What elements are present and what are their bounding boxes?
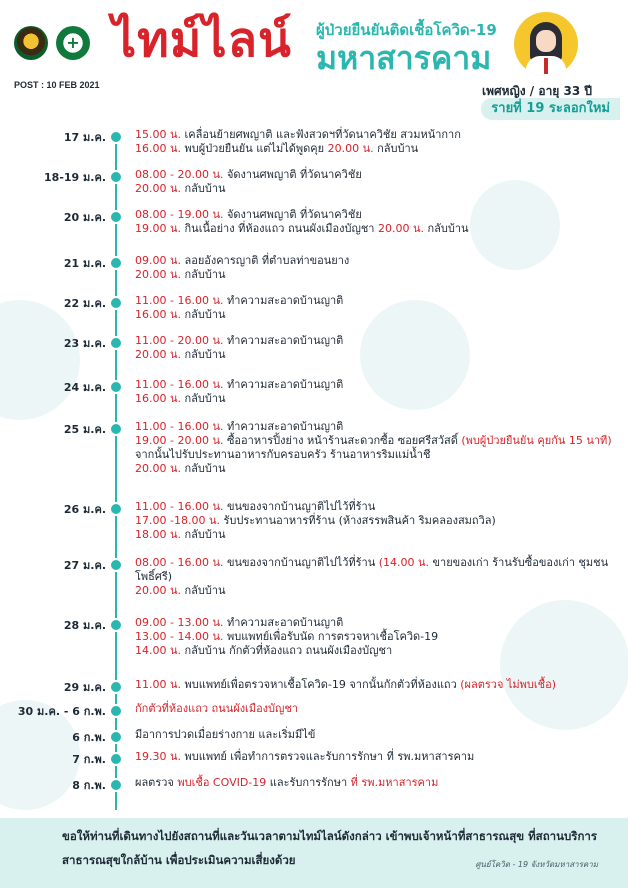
entry-text: จากนั้นไปรับประทานอาหารกับครอบครัว ร้านอาหารริมแม่น้ำชี — [135, 448, 431, 461]
entry-lines — [135, 750, 623, 764]
entry-line — [135, 584, 623, 598]
entry-line — [135, 208, 623, 222]
entry-text: กลับบ้าน — [181, 308, 226, 321]
province-name: มหาสารคาม — [316, 39, 492, 77]
patient-avatar — [514, 12, 578, 76]
timeline-dot — [109, 704, 123, 718]
provincial-seal-logo — [14, 26, 48, 60]
entry-text: ทำความสะอาดบ้านญาติ — [223, 420, 344, 433]
entry-date: 21 ม.ค. — [63, 257, 106, 270]
entry-lines — [135, 254, 623, 282]
entry-lines — [135, 776, 623, 790]
entry-lines — [135, 500, 623, 542]
entry-highlight: ที่ รพ.มหาสารคาม — [350, 776, 439, 789]
entry-text: มีอาการปวดเมื่อยร่างกาย และเริ่มมีไข้ — [135, 728, 316, 741]
entry-text: กลับบ้าน — [181, 584, 226, 597]
entry-line — [135, 528, 623, 542]
header — [0, 0, 628, 96]
entry-highlight: (14.00 น. — [378, 556, 430, 569]
entry-text: ขนของจากบ้านญาติไปไว้ที่ร้าน — [223, 556, 379, 569]
entry-line — [135, 644, 623, 658]
source-credit: ศูนย์โควิด - 19 จังหวัดมหาสารคาม — [475, 860, 598, 869]
entry-text: กลับบ้าน — [181, 182, 226, 195]
entry-time: 11.00 - 20.00 น. — [135, 334, 224, 347]
timeline-dot — [109, 170, 123, 184]
entry-line — [135, 420, 623, 434]
entry-line — [135, 750, 623, 764]
entry-text: กลับบ้าน — [181, 392, 226, 405]
entry-line — [135, 168, 623, 182]
entry-time: 09.00 - 13.00 น. — [135, 616, 224, 629]
entry-lines — [135, 334, 623, 362]
entry-time: 11.00 - 16.00 น. — [135, 500, 224, 513]
post-date: POST : 10 FEB 2021 — [14, 80, 100, 90]
ministry-of-health-logo: + — [56, 26, 90, 60]
entry-line — [135, 182, 623, 196]
timeline-dot — [109, 336, 123, 350]
entry-text: ผลตรวจ — [135, 776, 178, 789]
entry-date: 29 ม.ค. — [63, 681, 106, 694]
entry-line — [135, 556, 623, 584]
entry-lines — [135, 420, 623, 476]
entry-time: 13.00 - 14.00 น. — [135, 630, 224, 643]
entry-date: 20 ม.ค. — [63, 211, 106, 224]
entry-text: กลับบ้าน กักตัวที่ห้องแถว ถนนผังเมืองบัญชา — [181, 644, 393, 657]
entry-text: ทำความสะอาดบ้านญาติ — [223, 334, 344, 347]
entry-text: กลับบ้าน — [181, 462, 226, 475]
entry-text: จัดงานศพญาติ ที่วัดนาควิชัย — [223, 168, 362, 181]
timeline-dot — [109, 618, 123, 632]
entry-time: 16.00 น. — [135, 392, 182, 405]
entry-text: ขนของจากบ้านญาติไปไว้ที่ร้าน — [223, 500, 376, 513]
timeline-dot — [109, 422, 123, 436]
entry-time: 11.00 - 16.00 น. — [135, 378, 224, 391]
case-number-badge: รายที่ 19 ระลอกใหม่ — [481, 98, 620, 120]
footer-notice-line2: สาธารณสุขใกล้บ้าน เพื่อประเมินความเสี่ยงด้วย — [62, 853, 296, 867]
entry-line — [135, 514, 623, 528]
timeline-dot — [109, 130, 123, 144]
entry-time: 08.00 - 16.00 น. — [135, 556, 224, 569]
entry-line — [135, 268, 623, 282]
entry-date: 23 ม.ค. — [63, 337, 106, 350]
entry-text: กลับบ้าน — [423, 222, 469, 235]
entry-text: กลับบ้าน — [181, 528, 226, 541]
entry-date: 30 ม.ค. - 6 ก.พ. — [17, 705, 106, 718]
entry-time: 20.00 น. — [327, 142, 374, 155]
entry-text: และรับการรักษา — [266, 776, 351, 789]
entry-date: 7 ก.พ. — [72, 753, 106, 766]
timeline-dot — [109, 502, 123, 516]
entry-line — [135, 392, 623, 406]
entry-lines — [135, 678, 623, 692]
entry-text: กลับบ้าน — [181, 268, 226, 281]
entry-time: 15.00 น. — [135, 128, 182, 141]
timeline-dot — [109, 558, 123, 572]
timeline-dot — [109, 752, 123, 766]
entry-text: กลับบ้าน — [373, 142, 419, 155]
entry-text: ทำความสะอาดบ้านญาติ — [223, 616, 344, 629]
entry-line — [135, 702, 623, 716]
entry-text: พบผู้ป่วยยืนยัน แต่ไม่ได้พูดคุย — [181, 142, 328, 155]
entry-text: จัดงานศพญาติ ที่วัดนาควิชัย — [223, 208, 362, 221]
entry-lines — [135, 728, 623, 742]
entry-lines — [135, 616, 623, 658]
entry-time: 16.00 น. — [135, 308, 182, 321]
entry-text: พบแพทย์เพื่อรับนัด การตรวจหาเชื้อโควิด-19 — [223, 630, 439, 643]
entry-text: พบแพทย์เพื่อตรวจหาเชื้อโควิด-19 จากนั้นกักตัวที่ห้องแถว — [181, 678, 461, 691]
entry-line — [135, 434, 623, 462]
entry-date: 6 ก.พ. — [72, 731, 106, 744]
entry-date: 25 ม.ค. — [63, 423, 106, 436]
entry-line — [135, 222, 623, 236]
entry-time: 20.00 น. — [135, 268, 182, 281]
entry-line — [135, 142, 623, 156]
entry-line — [135, 776, 623, 790]
entry-text: ลอยอังคารญาติ ที่ตำบลท่าขอนยาง — [181, 254, 350, 267]
entry-text: ซื้ออาหารปิ้งย่าง หน้าร้านสะดวกซื้อ ซอยศรีสวัสดิ์ — [223, 434, 462, 447]
entry-date: 22 ม.ค. — [63, 297, 106, 310]
entry-text: ขายของเก่า ร้านรับซื้อของเก่า ชุมชนโพธิ์ศรี) — [135, 556, 609, 583]
entry-line — [135, 728, 623, 742]
entry-date: 24 ม.ค. — [63, 381, 106, 394]
entry-time: 20.00 น. — [135, 462, 182, 475]
entry-highlight: (ผลตรวจ ไม่พบเชื้อ) — [460, 678, 557, 691]
entry-text: เคลื่อนย้ายศพญาติ และฟังสวดฯที่วัดนาควิชัย สวมหน้ากาก — [181, 128, 461, 141]
timeline-dot — [109, 256, 123, 270]
entry-line — [135, 308, 623, 322]
timeline-dot — [109, 778, 123, 792]
entry-line — [135, 254, 623, 268]
entry-date: 28 ม.ค. — [63, 619, 106, 632]
entry-date: 26 ม.ค. — [63, 503, 106, 516]
entry-line — [135, 294, 623, 308]
entry-time: 18.00 น. — [135, 528, 182, 541]
entry-time: 20.00 น. — [135, 348, 182, 361]
entry-line — [135, 616, 623, 630]
page-title: ไทม์ไลน์ — [112, 12, 292, 68]
entry-time: 20.00 น. — [135, 584, 182, 597]
timeline-dot — [109, 296, 123, 310]
entry-line — [135, 348, 623, 362]
entry-text: พบแพทย์ เพื่อทำการตรวจและรับการรักษา ที่ รพ.มหาสารคาม — [181, 750, 475, 763]
entry-date: 8 ก.พ. — [72, 779, 106, 792]
entry-line — [135, 128, 623, 142]
entry-lines — [135, 168, 623, 196]
entry-lines — [135, 556, 623, 598]
footer-notice-line1: ขอให้ท่านที่เดินทางไปยังสถานที่และวันเวลาตามไทม์ไลน์ดังกล่าว เข้าพบเจ้าหน้าที่สาธารณสุข ที่สถานบริการ — [62, 829, 598, 843]
entry-line — [135, 378, 623, 392]
entry-highlight: พบเชื้อ COVID-19 — [177, 776, 267, 789]
entry-text: ทำความสะอาดบ้านญาติ — [223, 294, 344, 307]
entry-text: ทำความสะอาดบ้านญาติ — [223, 378, 344, 391]
entry-date: 27 ม.ค. — [63, 559, 106, 572]
page-subtitle: ผู้ป่วยยืนยันติดเชื้อโควิด-19 — [316, 21, 497, 39]
entry-lines — [135, 378, 623, 406]
timeline-dot — [109, 380, 123, 394]
entry-line — [135, 462, 623, 476]
entry-time: 11.00 - 16.00 น. — [135, 420, 224, 433]
entry-time: 11.00 - 16.00 น. — [135, 294, 224, 307]
entry-highlight: กักตัวที่ห้องแถว ถนนผังเมืองบัญชา — [135, 702, 299, 715]
entry-highlight: (พบผู้ป่วยยืนยัน คุยกัน 15 นาที) — [461, 434, 612, 447]
entry-time: 09.00 น. — [135, 254, 182, 267]
entry-time: 19.00 น. — [135, 222, 182, 235]
entry-line — [135, 678, 623, 692]
entry-text: กินเนื้อย่าง ที่ห้องแถว ถนนผังเมืองบัญชา — [181, 222, 378, 235]
timeline-dot — [109, 210, 123, 224]
entry-text: รับประทานอาหารที่ร้าน (ห้างสรรพสินค้า ริมคลองสมถวิล) — [219, 514, 496, 527]
entry-lines — [135, 128, 623, 156]
entry-line — [135, 630, 623, 644]
timeline-dot — [109, 680, 123, 694]
entry-date: 17 ม.ค. — [63, 131, 106, 144]
timeline-dot — [109, 730, 123, 744]
entry-time: 14.00 น. — [135, 644, 182, 657]
entry-time: 11.00 น. — [135, 678, 182, 691]
entry-time: 17.00 -18.00 น. — [135, 514, 220, 527]
entry-text: กลับบ้าน — [181, 348, 226, 361]
entry-time: 08.00 - 19.00 น. — [135, 208, 224, 221]
entry-lines — [135, 294, 623, 322]
entry-lines — [135, 208, 623, 236]
entry-time: 19.00 - 20.00 น. — [135, 434, 224, 447]
entry-time: 20.00 น. — [377, 222, 424, 235]
entry-line — [135, 334, 623, 348]
entry-date: 18-19 ม.ค. — [44, 171, 106, 184]
entry-line — [135, 500, 623, 514]
entry-time: 08.00 - 20.00 น. — [135, 168, 224, 181]
entry-time: 19.30 น. — [135, 750, 182, 763]
virus-decoration — [0, 300, 80, 420]
entry-time: 16.00 น. — [135, 142, 182, 155]
patient-info: เพศหญิง / อายุ 33 ปี — [482, 84, 593, 98]
entry-time: 20.00 น. — [135, 182, 182, 195]
entry-lines — [135, 702, 623, 716]
